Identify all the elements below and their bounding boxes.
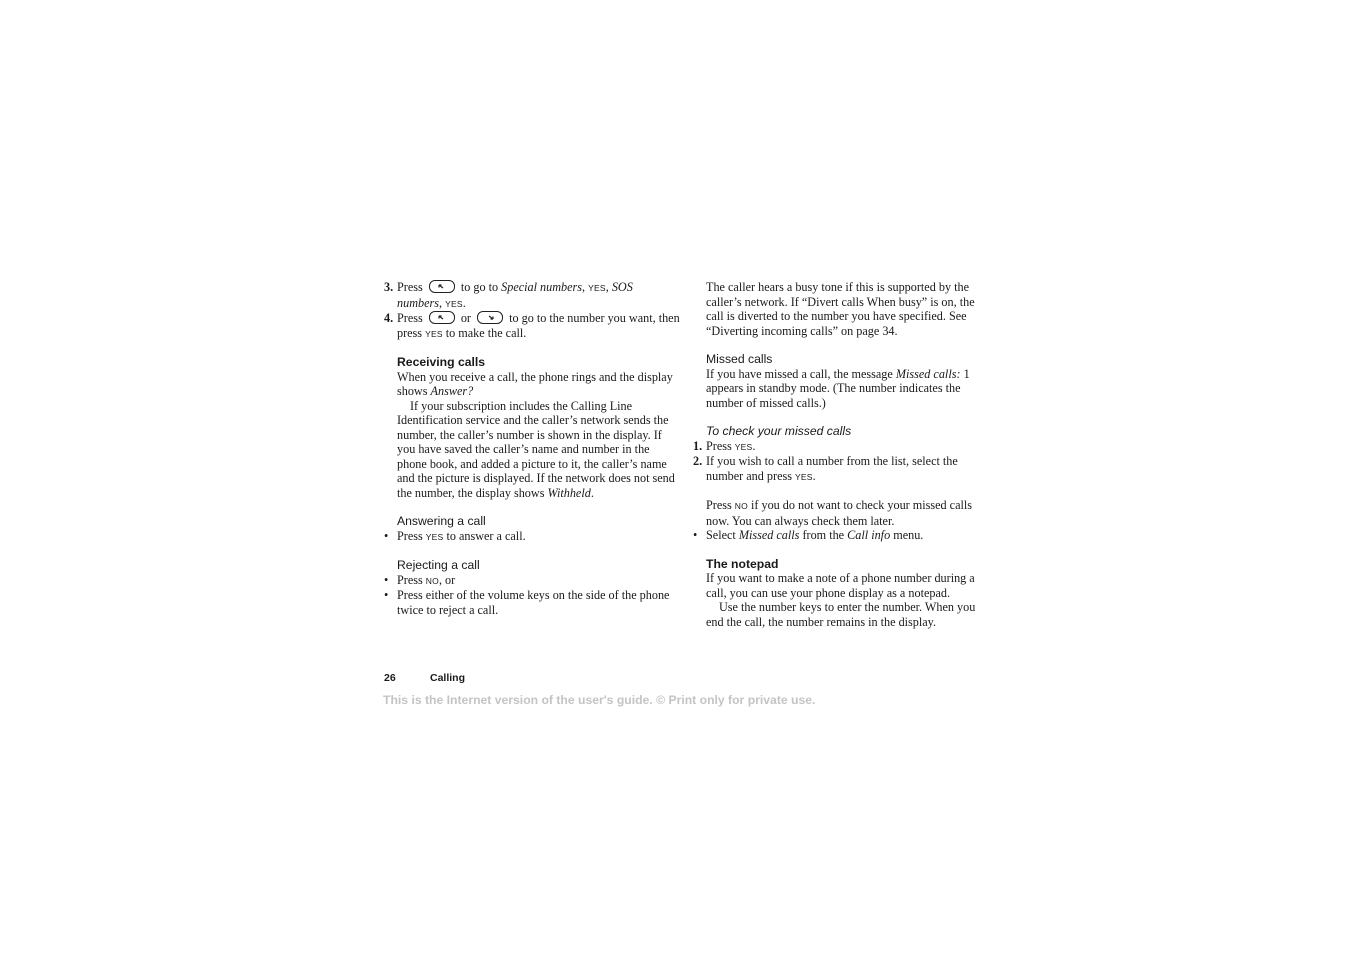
page-footer bbox=[384, 672, 465, 684]
missed-calls-heading: Missed calls bbox=[706, 352, 773, 366]
notepad-paragraph-2: Use the number keys to enter the number. When you end the call, the number remains in the display. bbox=[706, 600, 976, 629]
step-number: 3. bbox=[384, 280, 394, 294]
yes-key-label: YES bbox=[795, 471, 813, 482]
answering-bullet: • Press YES to answer a call. bbox=[384, 528, 526, 543]
scroll-down-key-icon bbox=[477, 311, 503, 324]
check-missed-heading: To check your missed calls bbox=[706, 424, 852, 438]
yes-key-label: YES bbox=[425, 531, 444, 542]
check-step-2: 2. If you wish to call a number from the list, select the number and press YES. bbox=[693, 454, 958, 483]
scroll-up-key-icon bbox=[429, 311, 455, 324]
check-bullet: • Select Missed calls from the Call info menu. bbox=[693, 528, 924, 542]
no-key-label: NO bbox=[425, 575, 439, 586]
notepad-heading: The notepad bbox=[706, 556, 779, 571]
rejecting-bullet-2: • Press either of the volume keys on the side of the phone twice to reject a call. bbox=[384, 588, 670, 617]
missed-paragraph: If you have missed a call, the message Missed calls: 1 appears in standby mode. (The number indicates the number of missed calls.) bbox=[706, 366, 970, 410]
left-column bbox=[384, 280, 680, 617]
no-key-label: NO bbox=[734, 501, 748, 511]
rejecting-bullet-1: • Press NO, or bbox=[384, 572, 456, 587]
check-no-paragraph: Press NO if you do not want to check your missed calls now. You can always check them later. bbox=[706, 498, 973, 528]
step-number: 4. bbox=[384, 311, 394, 325]
yes-key-label: YES bbox=[425, 328, 443, 339]
notepad-paragraph-1: If you want to make a note of a phone number during a call, you can use your phone display as a notepad. bbox=[706, 571, 975, 600]
internet-version-notice: This is the Internet version of the user's guide. © Print only for private use. bbox=[383, 693, 816, 707]
right-column bbox=[693, 280, 989, 629]
answering-heading: Answering a call bbox=[397, 514, 486, 528]
section-name: Calling bbox=[430, 672, 466, 684]
step-3: 3. Press to go to Special numbers, YES, SOS numbers, YES. bbox=[384, 280, 633, 310]
page-number: 26 bbox=[384, 672, 396, 684]
receiving-calls-heading: Receiving calls bbox=[397, 355, 486, 369]
yes-key-label: YES bbox=[588, 283, 606, 293]
yes-key-label: YES bbox=[445, 298, 463, 309]
busy-paragraph: The caller hears a busy tone if this is supported by the caller’s network. If “Divert calls When busy” is on, the call is diverted to the number you have specified. See “Diverting incoming calls” on page 34. bbox=[706, 280, 975, 338]
check-step-1: 1. Press YES. bbox=[693, 438, 756, 453]
rejecting-heading: Rejecting a call bbox=[397, 558, 480, 572]
yes-key-label: YES bbox=[734, 441, 753, 452]
receiving-paragraph-1: When you receive a call, the phone rings and the display shows Answer? bbox=[397, 369, 673, 398]
receiving-paragraph-2: If your subscription includes the Calling Line Identification service and the caller’s network sends the number, the caller’s number is shown in the display. If you have saved the caller’s name and number in the phone book, and added a picture to it, the caller’s name and the picture is displayed. If the network does not send the number, the display shows Withheld. bbox=[397, 398, 675, 500]
scroll-up-key-icon bbox=[429, 280, 455, 293]
step-4: 4. Press or to go to the number you want, then press YES to make the call. bbox=[384, 311, 680, 340]
